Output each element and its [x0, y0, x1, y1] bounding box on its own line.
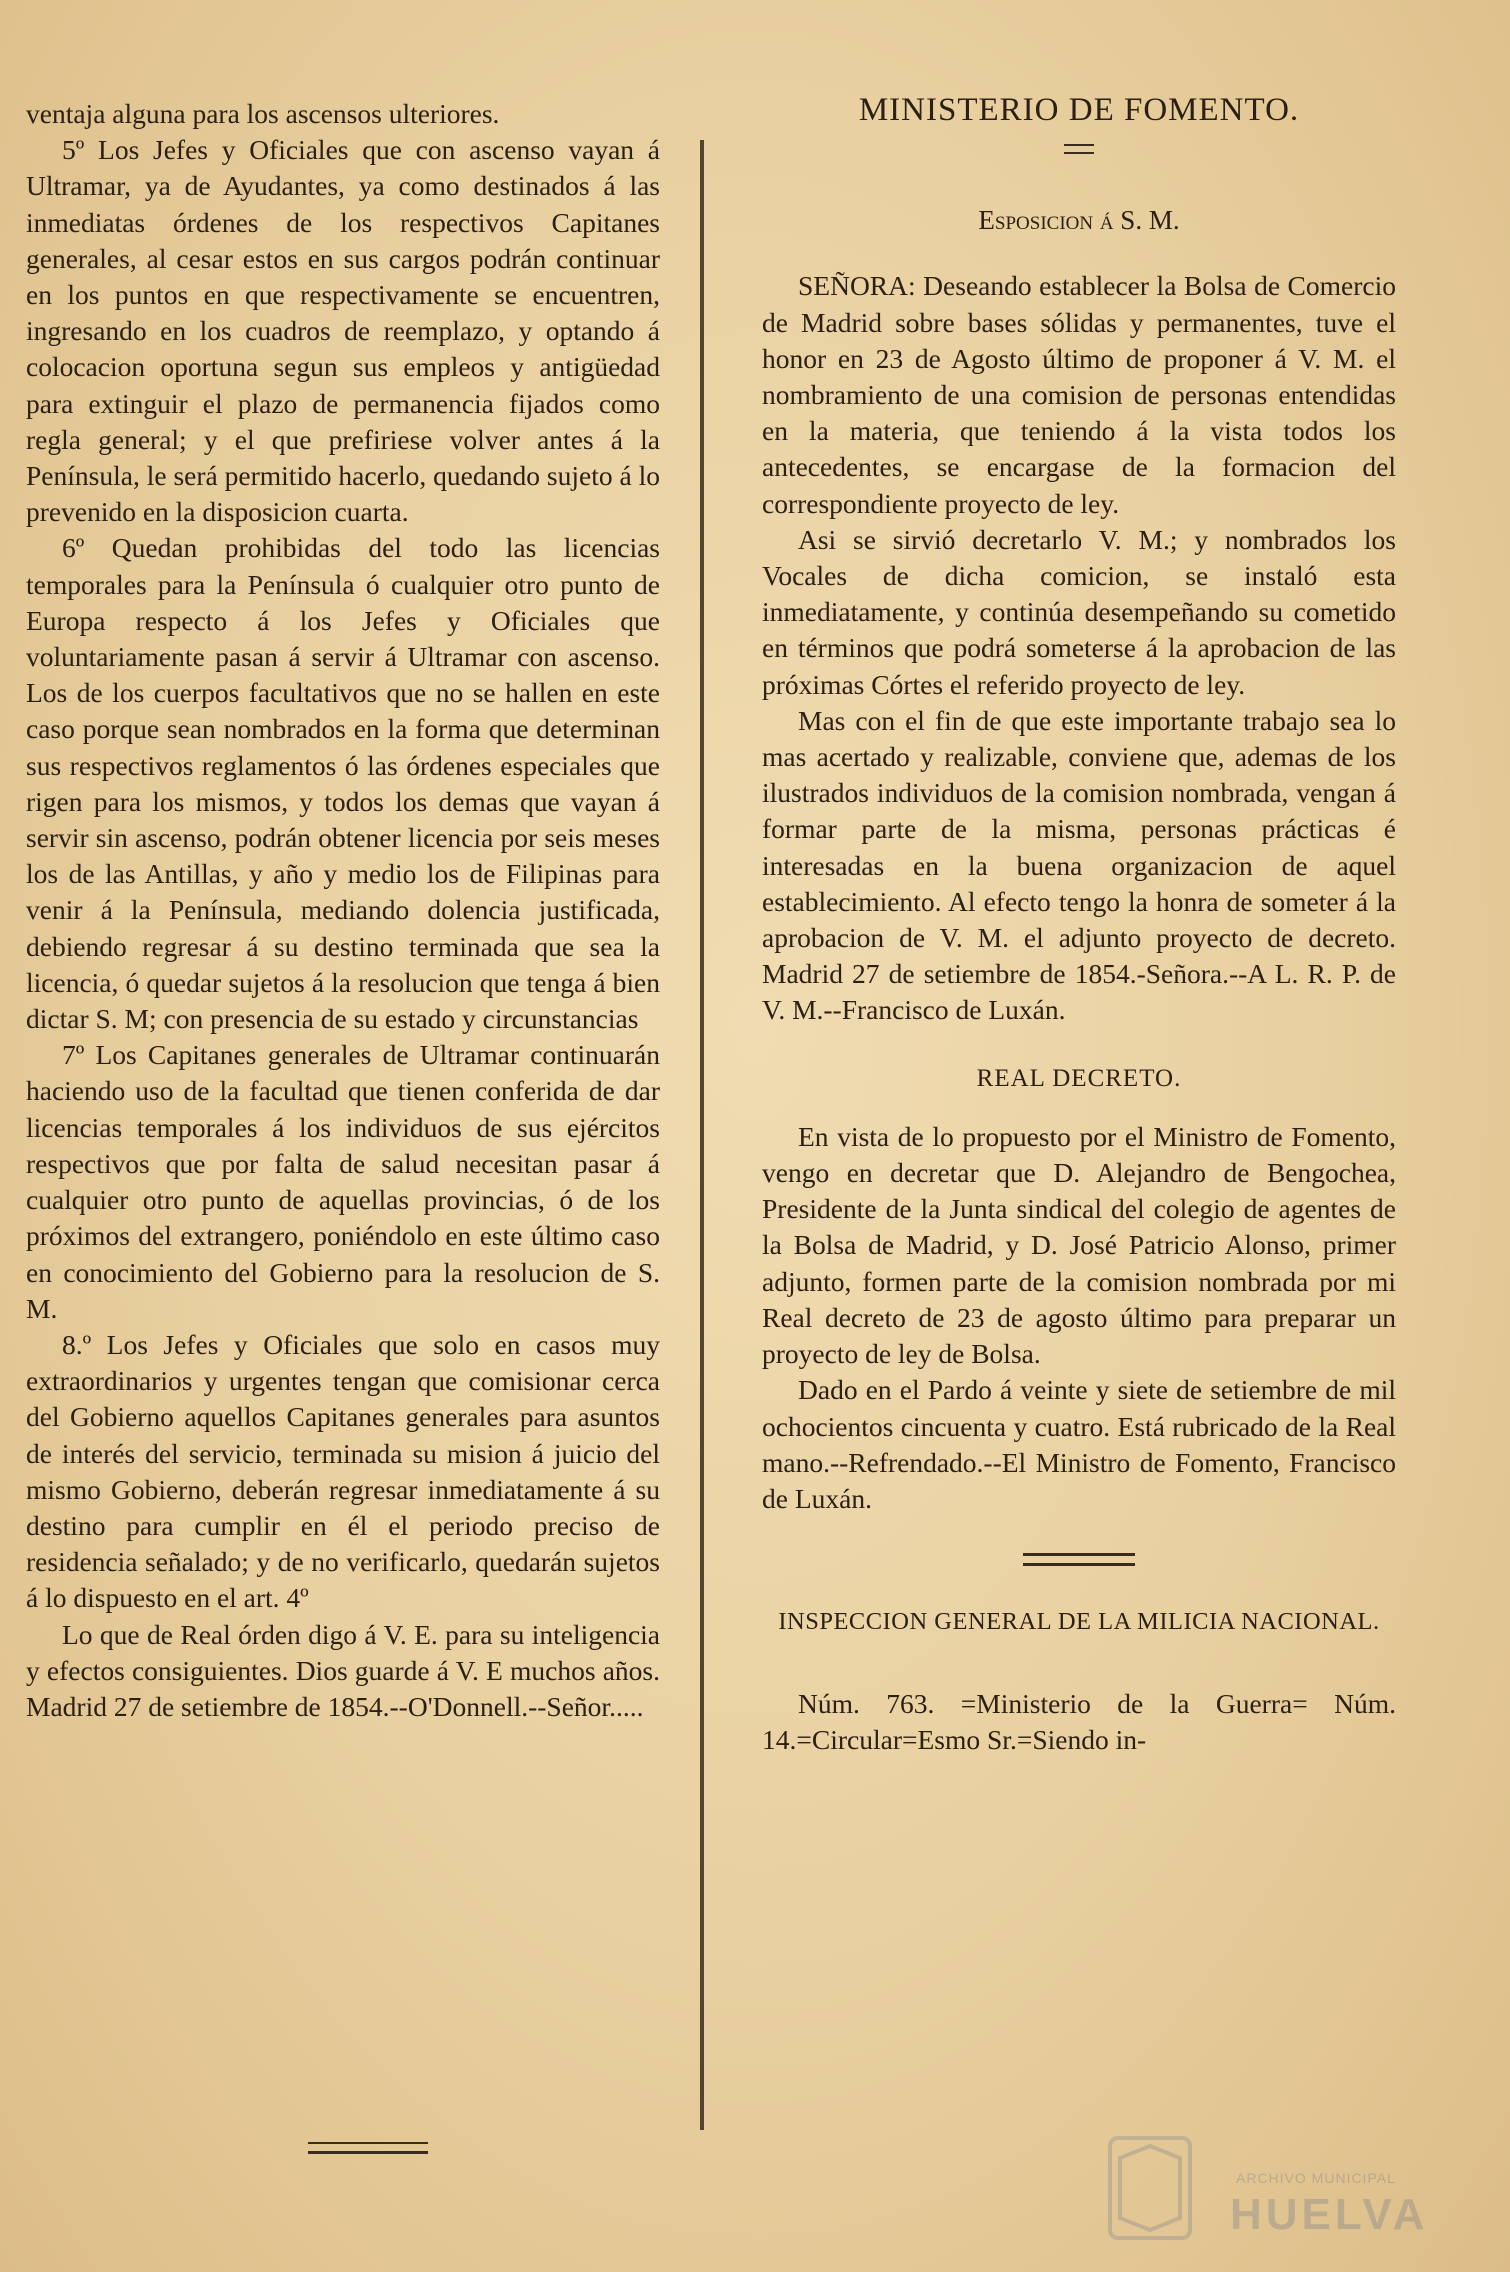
- decree-heading: REAL DECRETO.: [976, 1064, 1182, 1092]
- article-7: 7º Los Capitanes generales de Ultramar continuarán haciendo uso de la facultad que tienen conferida de dar licencias temporales á los individuos de sus ejércitos respectivos que por falta de salud necesitan pasar á cualquier otro punto de aquellas provincias, ó de los próximos del extrangero, poniéndolo en este último caso en conocimiento del Gobierno para la resolucion de S. M.: [26, 1039, 660, 1324]
- right-column: [762, 92, 1396, 1759]
- inspection-heading: INSPECCION GENERAL DE LA MILICIA NACIONAL.: [778, 1608, 1380, 1636]
- exposition-paragraph-2: Asi se sirvió decretarlo V. M.; y nombrados los Vocales de dicha comicion, se instaló esta inmediatamente, y continúa desempeñando su cometido en términos que podrá someterse á la aprobacion de las próximas Córtes el referido proyecto de ley.: [762, 523, 1396, 700]
- circular-paragraph: Núm. 763. =Ministerio de la Guerra= Núm. 14.=Circular=Esmo Sr.=Siendo in-: [762, 1688, 1396, 1756]
- exposition-paragraph-1: SEÑORA: Deseando establecer la Bolsa de Comercio de Madrid sobre bases sólidas y permanentes, tuve el honor en 23 de Agosto último de proponer á V. M. el nombramiento de una comision de personas entendidas en la materia, que teniendo á la vista todos los antecedentes, se encargase de la formacion del correspondiente proyecto de ley.: [762, 270, 1396, 519]
- article-8: 8.º Los Jefes y Oficiales que solo en casos muy extraordinarios y urgentes tengan que comisionar cerca del Gobierno aquellos Capitanes generales para asuntos de interés del servicio, terminada su mision á juicio del mismo Gobierno, deberán regresar inmediatamente á su destino para cumplir en él el periodo preciso de residencia señalado; y de no verificarlo, quedarán sujetos á lo dispuesto en el art. 4º: [26, 1328, 660, 1614]
- closing-paragraph: Lo que de Real órden digo á V. E. para su inteligencia y efectos consiguientes. Dios guarde á V. E muchos años. Madrid 27 de setiembre de 1854.--O'Donnell.--Señor.....: [26, 1618, 660, 1722]
- article-5: 5º Los Jefes y Oficiales que con ascenso vayan á Ultramar, ya de Ayudantes, ya como destinados á las inmediatas órdenes de los respectivos Capitanes generales, al cesar estos en sus cargos podrán continuar en los puntos en que respectivamente se encuentren, ingresando en los cuadros de reemplazo, y optando á colocacion oportuna segun sus empleos y antigüedad para extinguir el plazo de permanencia fijados como regla general; y el que prefiriese volver antes á la Península, le será permitido hacerlo, quedando sujeto á lo prevenido en la disposicion cuarta.: [26, 134, 660, 528]
- watermark-city: HUELVA: [1230, 2190, 1429, 2239]
- paragraph-continuation: ventaja alguna para los ascensos ulteriores.: [26, 98, 500, 129]
- title-dash: [1064, 144, 1094, 154]
- exposition-paragraph-3: Mas con el fin de que este importante trabajo sea lo mas acertado y realizable, conviene que, ademas de los ilustrados individuos de la comision nombrada, vengan á formar parte de la misma, personas prácticas é interesadas en la buena organizacion de aquel establecimiento. Al efecto tengo la honra de someter á la aprobacion de V. M. el adjunto proyecto de decreto. Madrid 27 de setiembre de 1854.-Señora.--A L. R. P. de V. M.--Francisco de Luxán.: [762, 704, 1396, 1026]
- subtitle: Esposicion á S. M.: [978, 205, 1180, 236]
- watermark-archive-label: ARCHIVO MUNICIPAL: [1236, 2170, 1396, 2186]
- section-rule: [1023, 1553, 1135, 1566]
- section-title: MINISTERIO DE FOMENTO.: [858, 92, 1300, 128]
- left-column: [26, 96, 660, 1725]
- decree-paragraph-1: En vista de lo propuesto por el Ministro de Fomento, vengo en decretar que D. Alejandro de Bengochea, Presidente de la Junta sindical del colegio de agentes de la Bolsa de Madrid, y D. José Patricio Alonso, primer adjunto, formen parte de la comision nombrada por mi Real decreto de 23 de agosto último para preparar un proyecto de ley de Bolsa.: [762, 1120, 1396, 1370]
- decree-paragraph-2: Dado en el Pardo á veinte y siete de setiembre de mil ochocientos cincuenta y cuatro. Está rubricado de la Real mano.--Refrendado.--El Ministro de Fomento, Francisco de Luxán.: [762, 1374, 1396, 1514]
- article-6: 6º Quedan prohibidas del todo las licencias temporales para la Península ó cualquier otro punto de Europa respecto á los Jefes y Oficiales que voluntariamente pasan á servir á Ultramar con ascenso. Los de los cuerpos facultativos que no se hallen en este caso porque sean nombrados en la forma que determinan sus respectivos reglamentos ó las órdenes especiales que rigen para los mismos, y todos los demas que vayan á servir sin ascenso, podrán obtener licencia por seis meses los de las Antillas, y año y medio los de Filipinas para venir á la Península, mediando dolencia justificada, debiendo regresar á su destino terminada que sea la licencia, ó quedar sujetos á la resolucion que tenga á bien dictar S. M; con presencia de su estado y circunstancias: [26, 532, 660, 1035]
- column-divider: [700, 140, 704, 2130]
- end-rule: [308, 2142, 428, 2154]
